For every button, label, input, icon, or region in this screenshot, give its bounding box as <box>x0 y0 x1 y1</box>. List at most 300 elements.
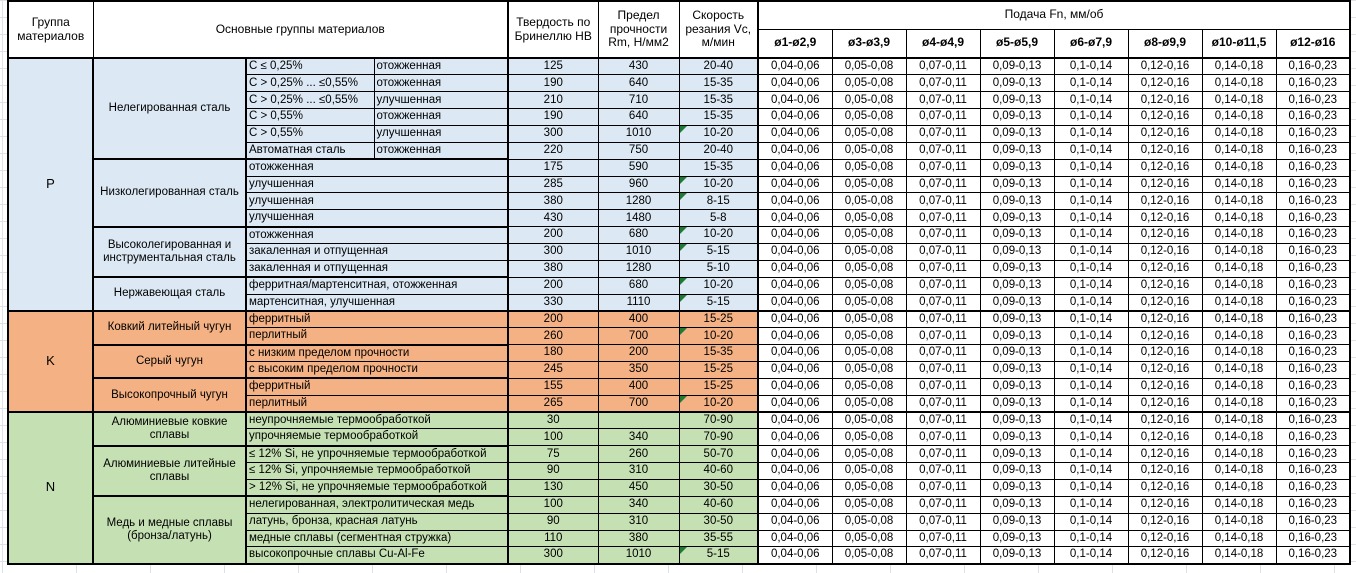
speed-cell[interactable] <box>679 125 758 142</box>
feed-cell[interactable]: 0,16-0,23 <box>1276 58 1350 75</box>
feed-cell[interactable]: 0,1-0,14 <box>1054 311 1128 328</box>
feed-cell[interactable]: 0,16-0,23 <box>1276 361 1350 378</box>
feed-cell[interactable]: 0,04-0,06 <box>758 294 832 311</box>
speed-cell[interactable] <box>679 277 758 294</box>
feed-cell[interactable]: 0,1-0,14 <box>1054 412 1128 429</box>
feed-cell[interactable]: 0,07-0,11 <box>906 176 980 193</box>
feed-cell[interactable]: 0,09-0,13 <box>980 142 1054 159</box>
speed-cell[interactable] <box>679 361 758 378</box>
feed-cell[interactable]: 0,1-0,14 <box>1054 142 1128 159</box>
strength-cell[interactable]: 710 <box>598 92 679 109</box>
feed-cell[interactable]: 0,05-0,08 <box>832 210 906 227</box>
condition-state-cell[interactable]: отожженная <box>374 109 508 126</box>
hardness-cell[interactable]: 155 <box>508 378 598 395</box>
hardness-cell[interactable]: 30 <box>508 412 598 429</box>
speed-cell[interactable] <box>679 294 758 311</box>
material-subgroup-cell[interactable]: Серый чугун <box>93 345 246 379</box>
feed-cell[interactable]: 0,16-0,23 <box>1276 446 1350 463</box>
feed-cell[interactable]: 0,09-0,13 <box>980 463 1054 480</box>
feed-cell[interactable]: 0,09-0,13 <box>980 243 1054 260</box>
feed-cell[interactable]: 0,12-0,16 <box>1128 547 1202 564</box>
hardness-cell[interactable]: 300 <box>508 547 598 564</box>
hardness-cell[interactable]: 190 <box>508 75 598 92</box>
feed-cell[interactable]: 0,12-0,16 <box>1128 277 1202 294</box>
feed-cell[interactable]: 0,04-0,06 <box>758 109 832 126</box>
feed-cell[interactable]: 0,14-0,18 <box>1202 277 1276 294</box>
strength-cell[interactable]: 350 <box>598 361 679 378</box>
feed-cell[interactable]: 0,16-0,23 <box>1276 277 1350 294</box>
feed-cell[interactable]: 0,09-0,13 <box>980 513 1054 530</box>
feed-cell[interactable]: 0,07-0,11 <box>906 311 980 328</box>
condition-cell[interactable]: C ≤ 0,25% <box>246 58 374 75</box>
material-group-cell[interactable]: N <box>8 412 93 564</box>
feed-cell[interactable]: 0,09-0,13 <box>980 75 1054 92</box>
strength-cell[interactable]: 1010 <box>598 547 679 564</box>
material-subgroup-cell[interactable]: Нержавеющая сталь <box>93 277 246 311</box>
condition-cell[interactable]: C > 0,55% <box>246 125 374 142</box>
feed-cell[interactable]: 0,09-0,13 <box>980 92 1054 109</box>
feed-cell[interactable]: 0,1-0,14 <box>1054 294 1128 311</box>
condition-cell[interactable]: упрочняемые термообработкой <box>246 429 508 446</box>
col-header-feed[interactable]: Подача Fn, мм/об <box>758 1 1350 29</box>
speed-cell[interactable] <box>679 446 758 463</box>
feed-cell[interactable]: 0,09-0,13 <box>980 125 1054 142</box>
strength-cell[interactable]: 400 <box>598 378 679 395</box>
speed-cell[interactable] <box>679 227 758 244</box>
feed-cell[interactable]: 0,14-0,18 <box>1202 378 1276 395</box>
feed-cell[interactable]: 0,16-0,23 <box>1276 463 1350 480</box>
feed-cell[interactable]: 0,04-0,06 <box>758 429 832 446</box>
feed-cell[interactable]: 0,07-0,11 <box>906 109 980 126</box>
condition-cell[interactable]: закаленная и отпущенная <box>246 260 508 277</box>
feed-cell[interactable]: 0,05-0,08 <box>832 328 906 345</box>
hardness-cell[interactable]: 200 <box>508 311 598 328</box>
strength-cell[interactable]: 340 <box>598 429 679 446</box>
feed-cell[interactable]: 0,12-0,16 <box>1128 429 1202 446</box>
feed-cell[interactable]: 0,07-0,11 <box>906 429 980 446</box>
feed-cell[interactable]: 0,05-0,08 <box>832 395 906 412</box>
feed-cell[interactable]: 0,14-0,18 <box>1202 176 1276 193</box>
speed-cell[interactable] <box>679 463 758 480</box>
strength-cell[interactable]: 340 <box>598 496 679 513</box>
hardness-cell[interactable]: 190 <box>508 109 598 126</box>
hardness-cell[interactable]: 245 <box>508 361 598 378</box>
feed-cell[interactable]: 0,04-0,06 <box>758 243 832 260</box>
material-subgroup-cell[interactable]: Нелегированная сталь <box>93 58 246 159</box>
feed-cell[interactable]: 0,09-0,13 <box>980 479 1054 496</box>
feed-cell[interactable]: 0,12-0,16 <box>1128 463 1202 480</box>
feed-cell[interactable]: 0,1-0,14 <box>1054 193 1128 210</box>
speed-cell[interactable] <box>679 75 758 92</box>
material-subgroup-cell[interactable]: Высоколегированная и инструментальная сталь <box>93 227 246 278</box>
feed-cell[interactable]: 0,12-0,16 <box>1128 125 1202 142</box>
feed-cell[interactable]: 0,09-0,13 <box>980 328 1054 345</box>
strength-cell[interactable]: 700 <box>598 395 679 412</box>
condition-cell[interactable]: Автоматная сталь <box>246 142 374 159</box>
feed-cell[interactable]: 0,14-0,18 <box>1202 446 1276 463</box>
feed-cell[interactable]: 0,05-0,08 <box>832 429 906 446</box>
feed-cell[interactable]: 0,16-0,23 <box>1276 260 1350 277</box>
feed-cell[interactable]: 0,12-0,16 <box>1128 210 1202 227</box>
condition-cell[interactable]: закаленная и отпущенная <box>246 243 508 260</box>
hardness-cell[interactable]: 110 <box>508 530 598 547</box>
feed-cell[interactable]: 0,07-0,11 <box>906 547 980 564</box>
speed-cell[interactable] <box>679 412 758 429</box>
speed-cell[interactable] <box>679 328 758 345</box>
feed-cell[interactable]: 0,1-0,14 <box>1054 159 1128 176</box>
feed-cell[interactable]: 0,1-0,14 <box>1054 530 1128 547</box>
feed-cell[interactable]: 0,14-0,18 <box>1202 530 1276 547</box>
feed-cell[interactable]: 0,09-0,13 <box>980 496 1054 513</box>
condition-cell[interactable]: мартенситная, улучшенная <box>246 294 508 311</box>
feed-col-header-4[interactable]: ø5-ø5,9 <box>980 29 1054 58</box>
feed-cell[interactable]: 0,1-0,14 <box>1054 210 1128 227</box>
feed-cell[interactable]: 0,05-0,08 <box>832 530 906 547</box>
feed-cell[interactable]: 0,07-0,11 <box>906 260 980 277</box>
feed-cell[interactable]: 0,12-0,16 <box>1128 361 1202 378</box>
feed-cell[interactable]: 0,14-0,18 <box>1202 109 1276 126</box>
feed-cell[interactable]: 0,05-0,08 <box>832 446 906 463</box>
speed-cell[interactable] <box>679 378 758 395</box>
feed-cell[interactable]: 0,16-0,23 <box>1276 328 1350 345</box>
feed-cell[interactable]: 0,07-0,11 <box>906 378 980 395</box>
condition-cell[interactable]: ферритный <box>246 311 508 328</box>
condition-cell[interactable]: C > 0,25% ... ≤0,55% <box>246 75 374 92</box>
feed-cell[interactable]: 0,1-0,14 <box>1054 378 1128 395</box>
feed-cell[interactable]: 0,1-0,14 <box>1054 547 1128 564</box>
feed-cell[interactable]: 0,09-0,13 <box>980 446 1054 463</box>
feed-cell[interactable]: 0,09-0,13 <box>980 58 1054 75</box>
feed-cell[interactable]: 0,16-0,23 <box>1276 395 1350 412</box>
feed-cell[interactable]: 0,09-0,13 <box>980 311 1054 328</box>
condition-cell[interactable]: перлитный <box>246 328 508 345</box>
feed-cell[interactable]: 0,04-0,06 <box>758 530 832 547</box>
hardness-cell[interactable]: 300 <box>508 243 598 260</box>
condition-cell[interactable]: ≤ 12% Si, упрочняемые термообработкой <box>246 463 508 480</box>
feed-cell[interactable]: 0,16-0,23 <box>1276 109 1350 126</box>
feed-cell[interactable]: 0,1-0,14 <box>1054 260 1128 277</box>
feed-cell[interactable]: 0,09-0,13 <box>980 530 1054 547</box>
condition-cell[interactable]: ферритная/мартенситная, отожженная <box>246 277 508 294</box>
feed-cell[interactable]: 0,14-0,18 <box>1202 513 1276 530</box>
feed-cell[interactable]: 0,14-0,18 <box>1202 125 1276 142</box>
condition-cell[interactable]: высокопрочные сплавы Cu-Al-Fe <box>246 547 508 564</box>
condition-cell[interactable]: отожженная <box>246 227 508 244</box>
hardness-cell[interactable]: 175 <box>508 159 598 176</box>
feed-cell[interactable]: 0,05-0,08 <box>832 227 906 244</box>
feed-cell[interactable]: 0,12-0,16 <box>1128 513 1202 530</box>
feed-cell[interactable]: 0,04-0,06 <box>758 361 832 378</box>
feed-cell[interactable]: 0,05-0,08 <box>832 125 906 142</box>
feed-col-header-2[interactable]: ø3-ø3,9 <box>832 29 906 58</box>
strength-cell[interactable]: 750 <box>598 142 679 159</box>
speed-cell[interactable] <box>679 109 758 126</box>
condition-state-cell[interactable]: улучшенная <box>374 125 508 142</box>
feed-cell[interactable]: 0,1-0,14 <box>1054 463 1128 480</box>
condition-cell[interactable]: нелегированная, электролитическая медь <box>246 496 508 513</box>
feed-cell[interactable]: 0,14-0,18 <box>1202 227 1276 244</box>
speed-cell[interactable] <box>679 479 758 496</box>
feed-cell[interactable]: 0,04-0,06 <box>758 260 832 277</box>
feed-cell[interactable]: 0,04-0,06 <box>758 142 832 159</box>
feed-cell[interactable]: 0,16-0,23 <box>1276 193 1350 210</box>
hardness-cell[interactable]: 200 <box>508 227 598 244</box>
feed-cell[interactable]: 0,12-0,16 <box>1128 345 1202 362</box>
strength-cell[interactable]: 200 <box>598 345 679 362</box>
condition-state-cell[interactable]: отожженная <box>374 142 508 159</box>
speed-cell[interactable] <box>679 92 758 109</box>
hardness-cell[interactable]: 300 <box>508 125 598 142</box>
condition-cell[interactable]: C > 0,55% <box>246 109 374 126</box>
feed-cell[interactable]: 0,14-0,18 <box>1202 210 1276 227</box>
feed-cell[interactable]: 0,12-0,16 <box>1128 530 1202 547</box>
feed-cell[interactable]: 0,07-0,11 <box>906 193 980 210</box>
speed-cell[interactable] <box>679 345 758 362</box>
feed-cell[interactable]: 0,1-0,14 <box>1054 227 1128 244</box>
feed-cell[interactable]: 0,07-0,11 <box>906 328 980 345</box>
feed-cell[interactable]: 0,09-0,13 <box>980 412 1054 429</box>
feed-cell[interactable]: 0,14-0,18 <box>1202 547 1276 564</box>
hardness-cell[interactable]: 100 <box>508 496 598 513</box>
feed-cell[interactable]: 0,05-0,08 <box>832 277 906 294</box>
feed-cell[interactable]: 0,1-0,14 <box>1054 109 1128 126</box>
condition-cell[interactable]: с высоким пределом прочности <box>246 361 508 378</box>
feed-cell[interactable]: 0,05-0,08 <box>832 75 906 92</box>
feed-cell[interactable]: 0,1-0,14 <box>1054 328 1128 345</box>
feed-cell[interactable]: 0,05-0,08 <box>832 176 906 193</box>
speed-cell[interactable] <box>679 429 758 446</box>
material-subgroup-cell[interactable]: Алюминиевые ковкие сплавы <box>93 412 246 446</box>
feed-cell[interactable]: 0,12-0,16 <box>1128 311 1202 328</box>
feed-cell[interactable]: 0,16-0,23 <box>1276 294 1350 311</box>
condition-cell[interactable]: медные сплавы (сегментная стружка) <box>246 530 508 547</box>
feed-cell[interactable]: 0,12-0,16 <box>1128 479 1202 496</box>
hardness-cell[interactable]: 260 <box>508 328 598 345</box>
strength-cell[interactable]: 380 <box>598 530 679 547</box>
feed-cell[interactable]: 0,16-0,23 <box>1276 243 1350 260</box>
feed-cell[interactable]: 0,14-0,18 <box>1202 395 1276 412</box>
feed-cell[interactable]: 0,04-0,06 <box>758 125 832 142</box>
feed-cell[interactable]: 0,1-0,14 <box>1054 125 1128 142</box>
feed-cell[interactable]: 0,04-0,06 <box>758 176 832 193</box>
speed-cell[interactable] <box>679 142 758 159</box>
strength-cell[interactable]: 260 <box>598 446 679 463</box>
feed-cell[interactable]: 0,07-0,11 <box>906 479 980 496</box>
feed-cell[interactable]: 0,14-0,18 <box>1202 193 1276 210</box>
feed-cell[interactable]: 0,16-0,23 <box>1276 429 1350 446</box>
feed-cell[interactable]: 0,12-0,16 <box>1128 92 1202 109</box>
feed-cell[interactable]: 0,16-0,23 <box>1276 547 1350 564</box>
feed-cell[interactable]: 0,14-0,18 <box>1202 345 1276 362</box>
feed-cell[interactable]: 0,05-0,08 <box>832 361 906 378</box>
feed-cell[interactable]: 0,09-0,13 <box>980 378 1054 395</box>
strength-cell[interactable]: 640 <box>598 109 679 126</box>
feed-cell[interactable]: 0,09-0,13 <box>980 159 1054 176</box>
feed-cell[interactable]: 0,1-0,14 <box>1054 361 1128 378</box>
feed-cell[interactable]: 0,04-0,06 <box>758 513 832 530</box>
col-header-strength[interactable]: Предел прочности Rm, Н/мм2 <box>598 1 679 58</box>
feed-cell[interactable]: 0,16-0,23 <box>1276 75 1350 92</box>
strength-cell[interactable]: 680 <box>598 277 679 294</box>
feed-cell[interactable]: 0,04-0,06 <box>758 463 832 480</box>
feed-cell[interactable]: 0,16-0,23 <box>1276 210 1350 227</box>
condition-cell[interactable]: C > 0,25% ... ≤0,55% <box>246 92 374 109</box>
strength-cell[interactable]: 1010 <box>598 243 679 260</box>
hardness-cell[interactable]: 90 <box>508 513 598 530</box>
condition-cell[interactable]: > 12% Si, не упрочняемые термообработкой <box>246 479 508 496</box>
condition-cell[interactable]: ≤ 12% Si, не упрочняемые термообработкой <box>246 446 508 463</box>
feed-cell[interactable]: 0,12-0,16 <box>1128 109 1202 126</box>
material-subgroup-cell[interactable]: Высокопрочный чугун <box>93 378 246 412</box>
feed-cell[interactable]: 0,12-0,16 <box>1128 412 1202 429</box>
hardness-cell[interactable]: 100 <box>508 429 598 446</box>
feed-cell[interactable]: 0,16-0,23 <box>1276 92 1350 109</box>
col-header-material-group[interactable]: Группа материалов <box>8 1 93 58</box>
feed-cell[interactable]: 0,12-0,16 <box>1128 378 1202 395</box>
feed-col-header-7[interactable]: ø10-ø11,5 <box>1202 29 1276 58</box>
feed-cell[interactable]: 0,12-0,16 <box>1128 176 1202 193</box>
feed-col-header-8[interactable]: ø12-ø16 <box>1276 29 1350 58</box>
col-header-hardness[interactable]: Твердость по Бринеллю HB <box>508 1 598 58</box>
speed-cell[interactable] <box>679 260 758 277</box>
strength-cell[interactable] <box>598 412 679 429</box>
hardness-cell[interactable]: 265 <box>508 395 598 412</box>
feed-cell[interactable]: 0,16-0,23 <box>1276 412 1350 429</box>
feed-cell[interactable]: 0,14-0,18 <box>1202 463 1276 480</box>
feed-cell[interactable]: 0,12-0,16 <box>1128 75 1202 92</box>
feed-cell[interactable]: 0,1-0,14 <box>1054 496 1128 513</box>
condition-cell[interactable]: перлитный <box>246 395 508 412</box>
speed-cell[interactable] <box>679 210 758 227</box>
hardness-cell[interactable]: 130 <box>508 479 598 496</box>
feed-cell[interactable]: 0,12-0,16 <box>1128 446 1202 463</box>
feed-cell[interactable]: 0,05-0,08 <box>832 92 906 109</box>
strength-cell[interactable]: 400 <box>598 311 679 328</box>
feed-cell[interactable]: 0,05-0,08 <box>832 193 906 210</box>
speed-cell[interactable] <box>679 58 758 75</box>
feed-cell[interactable]: 0,12-0,16 <box>1128 260 1202 277</box>
feed-cell[interactable]: 0,1-0,14 <box>1054 75 1128 92</box>
feed-cell[interactable]: 0,04-0,06 <box>758 75 832 92</box>
feed-cell[interactable]: 0,14-0,18 <box>1202 260 1276 277</box>
col-header-main-groups[interactable]: Основные группы материалов <box>93 1 508 58</box>
speed-cell[interactable] <box>679 496 758 513</box>
feed-cell[interactable]: 0,09-0,13 <box>980 277 1054 294</box>
feed-cell[interactable]: 0,16-0,23 <box>1276 496 1350 513</box>
speed-cell[interactable] <box>679 176 758 193</box>
feed-cell[interactable]: 0,1-0,14 <box>1054 429 1128 446</box>
feed-cell[interactable]: 0,1-0,14 <box>1054 395 1128 412</box>
feed-cell[interactable]: 0,14-0,18 <box>1202 92 1276 109</box>
feed-cell[interactable]: 0,14-0,18 <box>1202 328 1276 345</box>
feed-cell[interactable]: 0,09-0,13 <box>980 547 1054 564</box>
speed-cell[interactable] <box>679 243 758 260</box>
condition-cell[interactable]: отожженная <box>246 159 508 176</box>
feed-cell[interactable]: 0,09-0,13 <box>980 429 1054 446</box>
feed-cell[interactable]: 0,05-0,08 <box>832 345 906 362</box>
strength-cell[interactable]: 590 <box>598 159 679 176</box>
feed-cell[interactable]: 0,04-0,06 <box>758 92 832 109</box>
condition-state-cell[interactable]: отожженная <box>374 58 508 75</box>
hardness-cell[interactable]: 75 <box>508 446 598 463</box>
feed-cell[interactable]: 0,09-0,13 <box>980 109 1054 126</box>
feed-cell[interactable]: 0,09-0,13 <box>980 176 1054 193</box>
feed-cell[interactable]: 0,05-0,08 <box>832 496 906 513</box>
strength-cell[interactable]: 310 <box>598 463 679 480</box>
feed-cell[interactable]: 0,07-0,11 <box>906 277 980 294</box>
feed-cell[interactable]: 0,04-0,06 <box>758 345 832 362</box>
feed-col-header-3[interactable]: ø4-ø4,9 <box>906 29 980 58</box>
feed-cell[interactable]: 0,14-0,18 <box>1202 412 1276 429</box>
feed-cell[interactable]: 0,12-0,16 <box>1128 159 1202 176</box>
material-group-cell[interactable]: P <box>8 58 93 311</box>
feed-cell[interactable]: 0,05-0,08 <box>832 513 906 530</box>
feed-cell[interactable]: 0,14-0,18 <box>1202 496 1276 513</box>
material-subgroup-cell[interactable]: Медь и медные сплавы (бронза/латунь) <box>93 496 246 563</box>
feed-cell[interactable]: 0,05-0,08 <box>832 109 906 126</box>
feed-cell[interactable]: 0,07-0,11 <box>906 58 980 75</box>
feed-cell[interactable]: 0,04-0,06 <box>758 378 832 395</box>
feed-cell[interactable]: 0,12-0,16 <box>1128 58 1202 75</box>
material-subgroup-cell[interactable]: Алюминиевые литейные сплавы <box>93 446 246 497</box>
feed-cell[interactable]: 0,14-0,18 <box>1202 159 1276 176</box>
feed-cell[interactable]: 0,1-0,14 <box>1054 176 1128 193</box>
speed-cell[interactable] <box>679 513 758 530</box>
feed-cell[interactable]: 0,16-0,23 <box>1276 227 1350 244</box>
hardness-cell[interactable]: 380 <box>508 193 598 210</box>
hardness-cell[interactable]: 210 <box>508 92 598 109</box>
col-header-speed[interactable]: Скорость резания Vc, м/мин <box>679 1 758 58</box>
feed-cell[interactable]: 0,12-0,16 <box>1128 294 1202 311</box>
feed-cell[interactable]: 0,04-0,06 <box>758 210 832 227</box>
feed-cell[interactable]: 0,1-0,14 <box>1054 58 1128 75</box>
feed-cell[interactable]: 0,07-0,11 <box>906 361 980 378</box>
strength-cell[interactable]: 960 <box>598 176 679 193</box>
hardness-cell[interactable]: 220 <box>508 142 598 159</box>
feed-cell[interactable]: 0,05-0,08 <box>832 243 906 260</box>
feed-cell[interactable]: 0,09-0,13 <box>980 361 1054 378</box>
feed-cell[interactable]: 0,05-0,08 <box>832 58 906 75</box>
feed-cell[interactable]: 0,07-0,11 <box>906 159 980 176</box>
condition-cell[interactable]: неупрочняемые термообработкой <box>246 412 508 429</box>
feed-cell[interactable]: 0,16-0,23 <box>1276 479 1350 496</box>
condition-state-cell[interactable]: отожженная <box>374 75 508 92</box>
condition-cell[interactable]: латунь, бронза, красная латунь <box>246 513 508 530</box>
feed-cell[interactable]: 0,09-0,13 <box>980 210 1054 227</box>
feed-cell[interactable]: 0,12-0,16 <box>1128 227 1202 244</box>
feed-cell[interactable]: 0,16-0,23 <box>1276 530 1350 547</box>
feed-cell[interactable]: 0,04-0,06 <box>758 446 832 463</box>
feed-cell[interactable]: 0,1-0,14 <box>1054 92 1128 109</box>
feed-cell[interactable]: 0,05-0,08 <box>832 311 906 328</box>
feed-cell[interactable]: 0,12-0,16 <box>1128 243 1202 260</box>
feed-cell[interactable]: 0,16-0,23 <box>1276 176 1350 193</box>
material-subgroup-cell[interactable]: Ковкий литейный чугун <box>93 311 246 345</box>
feed-cell[interactable]: 0,09-0,13 <box>980 193 1054 210</box>
feed-cell[interactable]: 0,09-0,13 <box>980 260 1054 277</box>
condition-cell[interactable]: улучшенная <box>246 210 508 227</box>
hardness-cell[interactable]: 180 <box>508 345 598 362</box>
feed-cell[interactable]: 0,05-0,08 <box>832 142 906 159</box>
speed-cell[interactable] <box>679 547 758 564</box>
feed-cell[interactable]: 0,14-0,18 <box>1202 243 1276 260</box>
feed-cell[interactable]: 0,16-0,23 <box>1276 513 1350 530</box>
strength-cell[interactable]: 430 <box>598 58 679 75</box>
feed-cell[interactable]: 0,14-0,18 <box>1202 311 1276 328</box>
feed-cell[interactable]: 0,12-0,16 <box>1128 328 1202 345</box>
feed-cell[interactable]: 0,16-0,23 <box>1276 345 1350 362</box>
feed-cell[interactable]: 0,05-0,08 <box>832 479 906 496</box>
